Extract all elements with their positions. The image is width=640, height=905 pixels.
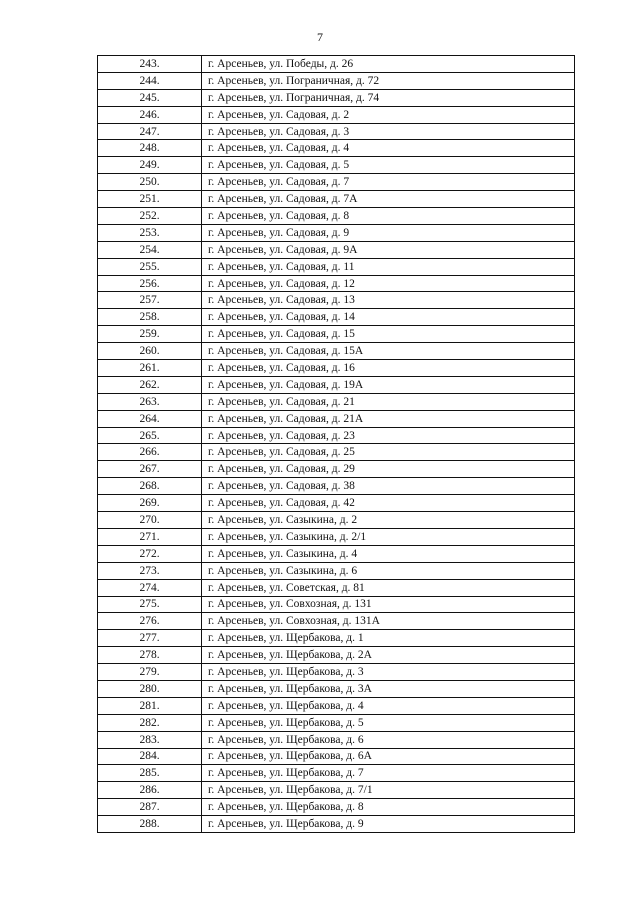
row-number: 278. (98, 647, 202, 664)
table-row (98, 56, 575, 73)
row-number: 252. (98, 208, 202, 225)
row-number: 282. (98, 714, 202, 731)
row-number: 276. (98, 613, 202, 630)
table-row (98, 72, 575, 89)
table-row (98, 630, 575, 647)
row-address: г. Арсеньев, ул. Садовая, д. 7А (202, 191, 575, 208)
table-row (98, 393, 575, 410)
row-number: 261. (98, 360, 202, 377)
row-address: г. Арсеньев, ул. Садовая, д. 11 (202, 258, 575, 275)
row-address: г. Арсеньев, ул. Садовая, д. 21А (202, 410, 575, 427)
row-address: г. Арсеньев, ул. Щербакова, д. 7/1 (202, 782, 575, 799)
row-address: г. Арсеньев, ул. Совхозная, д. 131А (202, 613, 575, 630)
row-number: 268. (98, 478, 202, 495)
row-address: г. Арсеньев, ул. Щербакова, д. 8 (202, 799, 575, 816)
page-number: 7 (317, 30, 323, 44)
row-number: 247. (98, 123, 202, 140)
row-address: г. Арсеньев, ул. Садовая, д. 4 (202, 140, 575, 157)
row-address: г. Арсеньев, ул. Сазыкина, д. 4 (202, 545, 575, 562)
row-number: 283. (98, 731, 202, 748)
row-address: г. Арсеньев, ул. Садовая, д. 29 (202, 461, 575, 478)
table-row (98, 765, 575, 782)
row-address: г. Арсеньев, ул. Садовая, д. 12 (202, 275, 575, 292)
row-address: г. Арсеньев, ул. Советская, д. 81 (202, 579, 575, 596)
table-row (98, 596, 575, 613)
table-row (98, 697, 575, 714)
table-row (98, 799, 575, 816)
table-row (98, 106, 575, 123)
table-row (98, 292, 575, 309)
row-address: г. Арсеньев, ул. Щербакова, д. 2А (202, 647, 575, 664)
row-address: г. Арсеньев, ул. Садовая, д. 3 (202, 123, 575, 140)
row-number: 246. (98, 106, 202, 123)
row-address: г. Арсеньев, ул. Садовая, д. 38 (202, 478, 575, 495)
row-address: г. Арсеньев, ул. Садовая, д. 8 (202, 208, 575, 225)
table-row (98, 816, 575, 833)
table-row (98, 613, 575, 630)
row-address: г. Арсеньев, ул. Садовая, д. 19А (202, 376, 575, 393)
row-number: 249. (98, 157, 202, 174)
row-number: 253. (98, 224, 202, 241)
table-row (98, 427, 575, 444)
row-number: 250. (98, 174, 202, 191)
table-row (98, 647, 575, 664)
row-address: г. Арсеньев, ул. Щербакова, д. 5 (202, 714, 575, 731)
table-row (98, 360, 575, 377)
row-address: г. Арсеньев, ул. Щербакова, д. 3А (202, 680, 575, 697)
table-row (98, 89, 575, 106)
row-address: г. Арсеньев, ул. Садовая, д. 16 (202, 360, 575, 377)
row-number: 280. (98, 680, 202, 697)
table-row (98, 478, 575, 495)
table-row (98, 664, 575, 681)
row-address: г. Арсеньев, ул. Садовая, д. 25 (202, 444, 575, 461)
row-address: г. Арсеньев, ул. Садовая, д. 14 (202, 309, 575, 326)
table-row (98, 444, 575, 461)
row-address: г. Арсеньев, ул. Сазыкина, д. 6 (202, 562, 575, 579)
row-number: 286. (98, 782, 202, 799)
row-address: г. Арсеньев, ул. Победы, д. 26 (202, 56, 575, 73)
row-address: г. Арсеньев, ул. Садовая, д. 13 (202, 292, 575, 309)
table-row (98, 258, 575, 275)
row-number: 284. (98, 748, 202, 765)
row-address: г. Арсеньев, ул. Садовая, д. 7 (202, 174, 575, 191)
table-row (98, 326, 575, 343)
table-row (98, 376, 575, 393)
table-row (98, 275, 575, 292)
row-number: 267. (98, 461, 202, 478)
table-row (98, 545, 575, 562)
row-address: г. Арсеньев, ул. Сазыкина, д. 2/1 (202, 528, 575, 545)
row-number: 287. (98, 799, 202, 816)
row-address: г. Арсеньев, ул. Щербакова, д. 4 (202, 697, 575, 714)
row-number: 262. (98, 376, 202, 393)
row-address: г. Арсеньев, ул. Садовая, д. 2 (202, 106, 575, 123)
row-address: г. Арсеньев, ул. Садовая, д. 9А (202, 241, 575, 258)
table-row (98, 191, 575, 208)
row-number: 279. (98, 664, 202, 681)
row-address: г. Арсеньев, ул. Щербакова, д. 9 (202, 816, 575, 833)
row-address: г. Арсеньев, ул. Щербакова, д. 3 (202, 664, 575, 681)
row-address: г. Арсеньев, ул. Щербакова, д. 6 (202, 731, 575, 748)
row-address: г. Арсеньев, ул. Щербакова, д. 7 (202, 765, 575, 782)
address-table-body (98, 56, 575, 833)
table-row (98, 782, 575, 799)
table-row (98, 579, 575, 596)
table-row (98, 174, 575, 191)
row-address: г. Арсеньев, ул. Садовая, д. 5 (202, 157, 575, 174)
row-number: 258. (98, 309, 202, 326)
table-row (98, 410, 575, 427)
row-number: 264. (98, 410, 202, 427)
table-row (98, 528, 575, 545)
row-address: г. Арсеньев, ул. Совхозная, д. 131 (202, 596, 575, 613)
address-table (97, 55, 575, 833)
row-number: 269. (98, 495, 202, 512)
row-number: 266. (98, 444, 202, 461)
row-number: 265. (98, 427, 202, 444)
row-address: г. Арсеньев, ул. Щербакова, д. 1 (202, 630, 575, 647)
row-number: 275. (98, 596, 202, 613)
row-number: 251. (98, 191, 202, 208)
row-number: 285. (98, 765, 202, 782)
table-row (98, 343, 575, 360)
row-number: 274. (98, 579, 202, 596)
row-number: 259. (98, 326, 202, 343)
row-number: 272. (98, 545, 202, 562)
row-number: 256. (98, 275, 202, 292)
table-row (98, 309, 575, 326)
table-row (98, 157, 575, 174)
row-address: г. Арсеньев, ул. Садовая, д. 9 (202, 224, 575, 241)
row-address: г. Арсеньев, ул. Садовая, д. 15А (202, 343, 575, 360)
table-row (98, 241, 575, 258)
row-number: 254. (98, 241, 202, 258)
row-number: 244. (98, 72, 202, 89)
row-number: 263. (98, 393, 202, 410)
row-number: 255. (98, 258, 202, 275)
row-number: 271. (98, 528, 202, 545)
table-row (98, 714, 575, 731)
row-number: 277. (98, 630, 202, 647)
row-address: г. Арсеньев, ул. Щербакова, д. 6А (202, 748, 575, 765)
table-row (98, 495, 575, 512)
row-address: г. Арсеньев, ул. Садовая, д. 42 (202, 495, 575, 512)
row-number: 270. (98, 512, 202, 529)
table-row (98, 224, 575, 241)
row-number: 257. (98, 292, 202, 309)
row-number: 273. (98, 562, 202, 579)
row-number: 245. (98, 89, 202, 106)
row-number: 248. (98, 140, 202, 157)
table-row (98, 680, 575, 697)
row-number: 281. (98, 697, 202, 714)
row-address: г. Арсеньев, ул. Пограничная, д. 74 (202, 89, 575, 106)
row-address: г. Арсеньев, ул. Пограничная, д. 72 (202, 72, 575, 89)
table-row (98, 748, 575, 765)
row-address: г. Арсеньев, ул. Садовая, д. 23 (202, 427, 575, 444)
table-row (98, 208, 575, 225)
row-address: г. Арсеньев, ул. Садовая, д. 15 (202, 326, 575, 343)
row-number: 243. (98, 56, 202, 73)
row-address: г. Арсеньев, ул. Садовая, д. 21 (202, 393, 575, 410)
table-row (98, 123, 575, 140)
row-number: 288. (98, 816, 202, 833)
table-row (98, 562, 575, 579)
table-row (98, 461, 575, 478)
table-row (98, 512, 575, 529)
row-number: 260. (98, 343, 202, 360)
row-address: г. Арсеньев, ул. Сазыкина, д. 2 (202, 512, 575, 529)
table-row (98, 731, 575, 748)
table-row (98, 140, 575, 157)
